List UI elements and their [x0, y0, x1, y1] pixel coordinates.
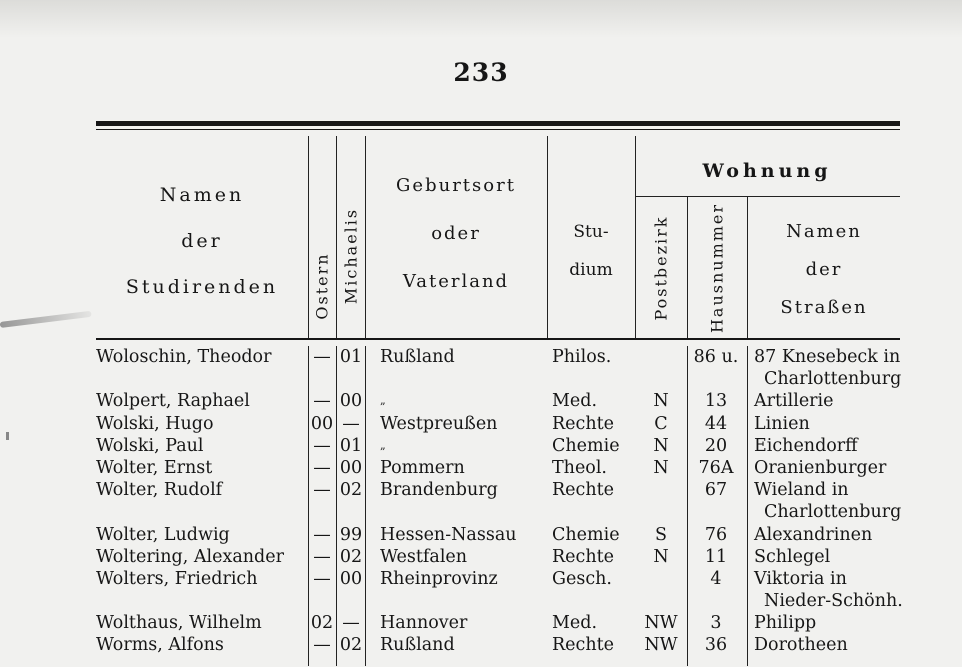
birthplace: „: [380, 394, 386, 408]
table-row: [96, 524, 900, 546]
michaelis-year: 00: [339, 568, 363, 589]
header-michaelis: Michaelis: [341, 207, 361, 305]
michaelis-year: 02: [339, 546, 363, 567]
house-number: 3: [710, 613, 722, 634]
study-field: Chemie: [552, 435, 620, 456]
table-row: [96, 457, 900, 479]
street-name: Schlegel: [754, 546, 831, 567]
ostern-year: —: [313, 347, 331, 367]
street-name: Charlottenburg: [764, 369, 902, 390]
birthplace: „: [380, 438, 386, 452]
table-row: [96, 390, 900, 412]
postal-district: C: [654, 413, 668, 434]
birthplace: Brandenburg: [380, 480, 498, 501]
header-ostern: Ostern: [312, 252, 332, 320]
table-row: [96, 612, 900, 634]
table-row: [96, 501, 900, 523]
michaelis-year: 00: [339, 391, 363, 412]
study-field: Med.: [552, 391, 598, 412]
table-row: [96, 435, 900, 457]
house-number: 44: [704, 413, 728, 434]
street-name: Viktoria in: [754, 568, 847, 589]
ostern-year: —: [313, 391, 331, 412]
study-field: Rechte: [552, 546, 614, 567]
postal-district: NW: [644, 635, 678, 656]
table-row: [96, 568, 900, 590]
student-name: Wolters, Friedrich: [96, 568, 258, 589]
house-number: 76A: [698, 457, 734, 478]
table-row: [96, 546, 900, 568]
student-name: Woloschin, Theodor: [96, 347, 272, 367]
student-name: Wolski, Paul: [96, 435, 204, 456]
michaelis-year: 99: [339, 524, 363, 545]
ostern-year: —: [313, 546, 331, 567]
birthplace: Westfalen: [380, 546, 468, 567]
student-name: Wolski, Hugo: [96, 413, 214, 434]
house-number: 36: [704, 635, 728, 656]
page-number: 233: [453, 58, 509, 87]
ostern-year: —: [313, 524, 331, 545]
study-field: Theol.: [552, 457, 607, 478]
student-name: Wolter, Ludwig: [96, 524, 230, 545]
student-name: Wolthaus, Wilhelm: [96, 613, 262, 634]
michaelis-year: 00: [339, 457, 363, 478]
study-field: Rechte: [552, 635, 614, 656]
michaelis-year: —: [342, 413, 360, 434]
ostern-year: —: [313, 480, 331, 501]
michaelis-year: 01: [339, 435, 363, 456]
postal-district: N: [653, 457, 669, 478]
street-name: 87 Knesebeck in: [754, 347, 901, 367]
ostern-year: 00: [310, 413, 334, 434]
table-row: [96, 413, 900, 435]
study-field: Med.: [552, 613, 598, 634]
student-name: Worms, Alfons: [96, 635, 224, 656]
study-field: Philos.: [552, 347, 612, 367]
page-edge-shadow: [0, 0, 962, 38]
birthplace: Westpreußen: [380, 413, 498, 434]
ostern-year: —: [313, 568, 331, 589]
table-top-thin-rule: [96, 129, 900, 130]
birthplace: Hannover: [380, 613, 468, 634]
margin-pencil-mark: [0, 311, 92, 328]
postal-district: N: [653, 546, 669, 567]
house-number: 11: [704, 546, 728, 567]
michaelis-year: 02: [339, 635, 363, 656]
birthplace: Hessen-Nassau: [380, 524, 517, 545]
study-field: Gesch.: [552, 568, 612, 589]
table-row: [96, 479, 900, 501]
street-name: Eichendorff: [754, 435, 858, 456]
house-number: 4: [710, 568, 722, 589]
student-name: Wolter, Ernst: [96, 457, 213, 478]
ostern-year: —: [313, 435, 331, 456]
header-street-names: Namen der Straßen: [780, 221, 868, 318]
michaelis-year: —: [342, 613, 360, 634]
study-field: Chemie: [552, 524, 620, 545]
study-field: Rechte: [552, 413, 614, 434]
header-birthplace: Geburtsort oder Vaterland: [396, 175, 516, 292]
postal-district: NW: [644, 613, 678, 634]
ostern-year: —: [313, 635, 331, 656]
table-row: [96, 634, 900, 656]
street-name: Linien: [754, 413, 810, 434]
table-header: [96, 136, 900, 338]
street-name: Alexandrinen: [754, 524, 873, 545]
street-name: Wieland in: [754, 480, 849, 501]
header-student-names: Namen der Studirenden: [125, 184, 279, 298]
ostern-year: 02: [310, 613, 334, 634]
michaelis-year: 01: [339, 347, 363, 367]
study-field: Rechte: [552, 480, 614, 501]
student-register-table: [96, 121, 903, 657]
michaelis-year: 02: [339, 480, 363, 501]
postal-district: S: [655, 524, 667, 545]
street-name: Dorotheen: [754, 635, 848, 656]
student-name: Woltering, Alexander: [96, 546, 284, 567]
postal-district: N: [653, 391, 669, 412]
street-name: Nieder-Schönh.: [764, 591, 903, 612]
house-number: 76: [704, 524, 728, 545]
street-name: Philipp: [754, 613, 817, 634]
header-postbezirk: Postbezirk: [651, 215, 671, 321]
header-bottom-rule: [96, 338, 900, 340]
table-body: [96, 346, 903, 657]
house-number: 67: [704, 480, 728, 501]
table-top-rule: [96, 121, 900, 126]
house-number: 13: [704, 391, 728, 412]
table-row: [96, 590, 903, 612]
student-name: Wolter, Rudolf: [96, 480, 223, 501]
margin-tick-mark: [6, 432, 9, 440]
header-study: Stu- dium: [569, 222, 613, 280]
table-row: [96, 368, 900, 390]
birthplace: Rußland: [380, 347, 455, 367]
header-wohnung: Wohnung: [702, 160, 832, 182]
street-name: Artillerie: [754, 391, 834, 412]
birthplace: Rheinprovinz: [380, 568, 498, 589]
postal-district: N: [653, 435, 669, 456]
house-number: 86 u.: [693, 347, 739, 367]
birthplace: Rußland: [380, 635, 455, 656]
birthplace: Pommern: [380, 457, 465, 478]
street-name: Charlottenburg: [764, 502, 902, 523]
header-hausnummer: Hausnummer: [707, 202, 727, 334]
house-number: 20: [704, 435, 728, 456]
ostern-year: —: [313, 457, 331, 478]
street-name: Oranienburger: [754, 457, 887, 478]
table-row: [96, 346, 900, 368]
student-name: Wolpert, Raphael: [96, 391, 250, 412]
